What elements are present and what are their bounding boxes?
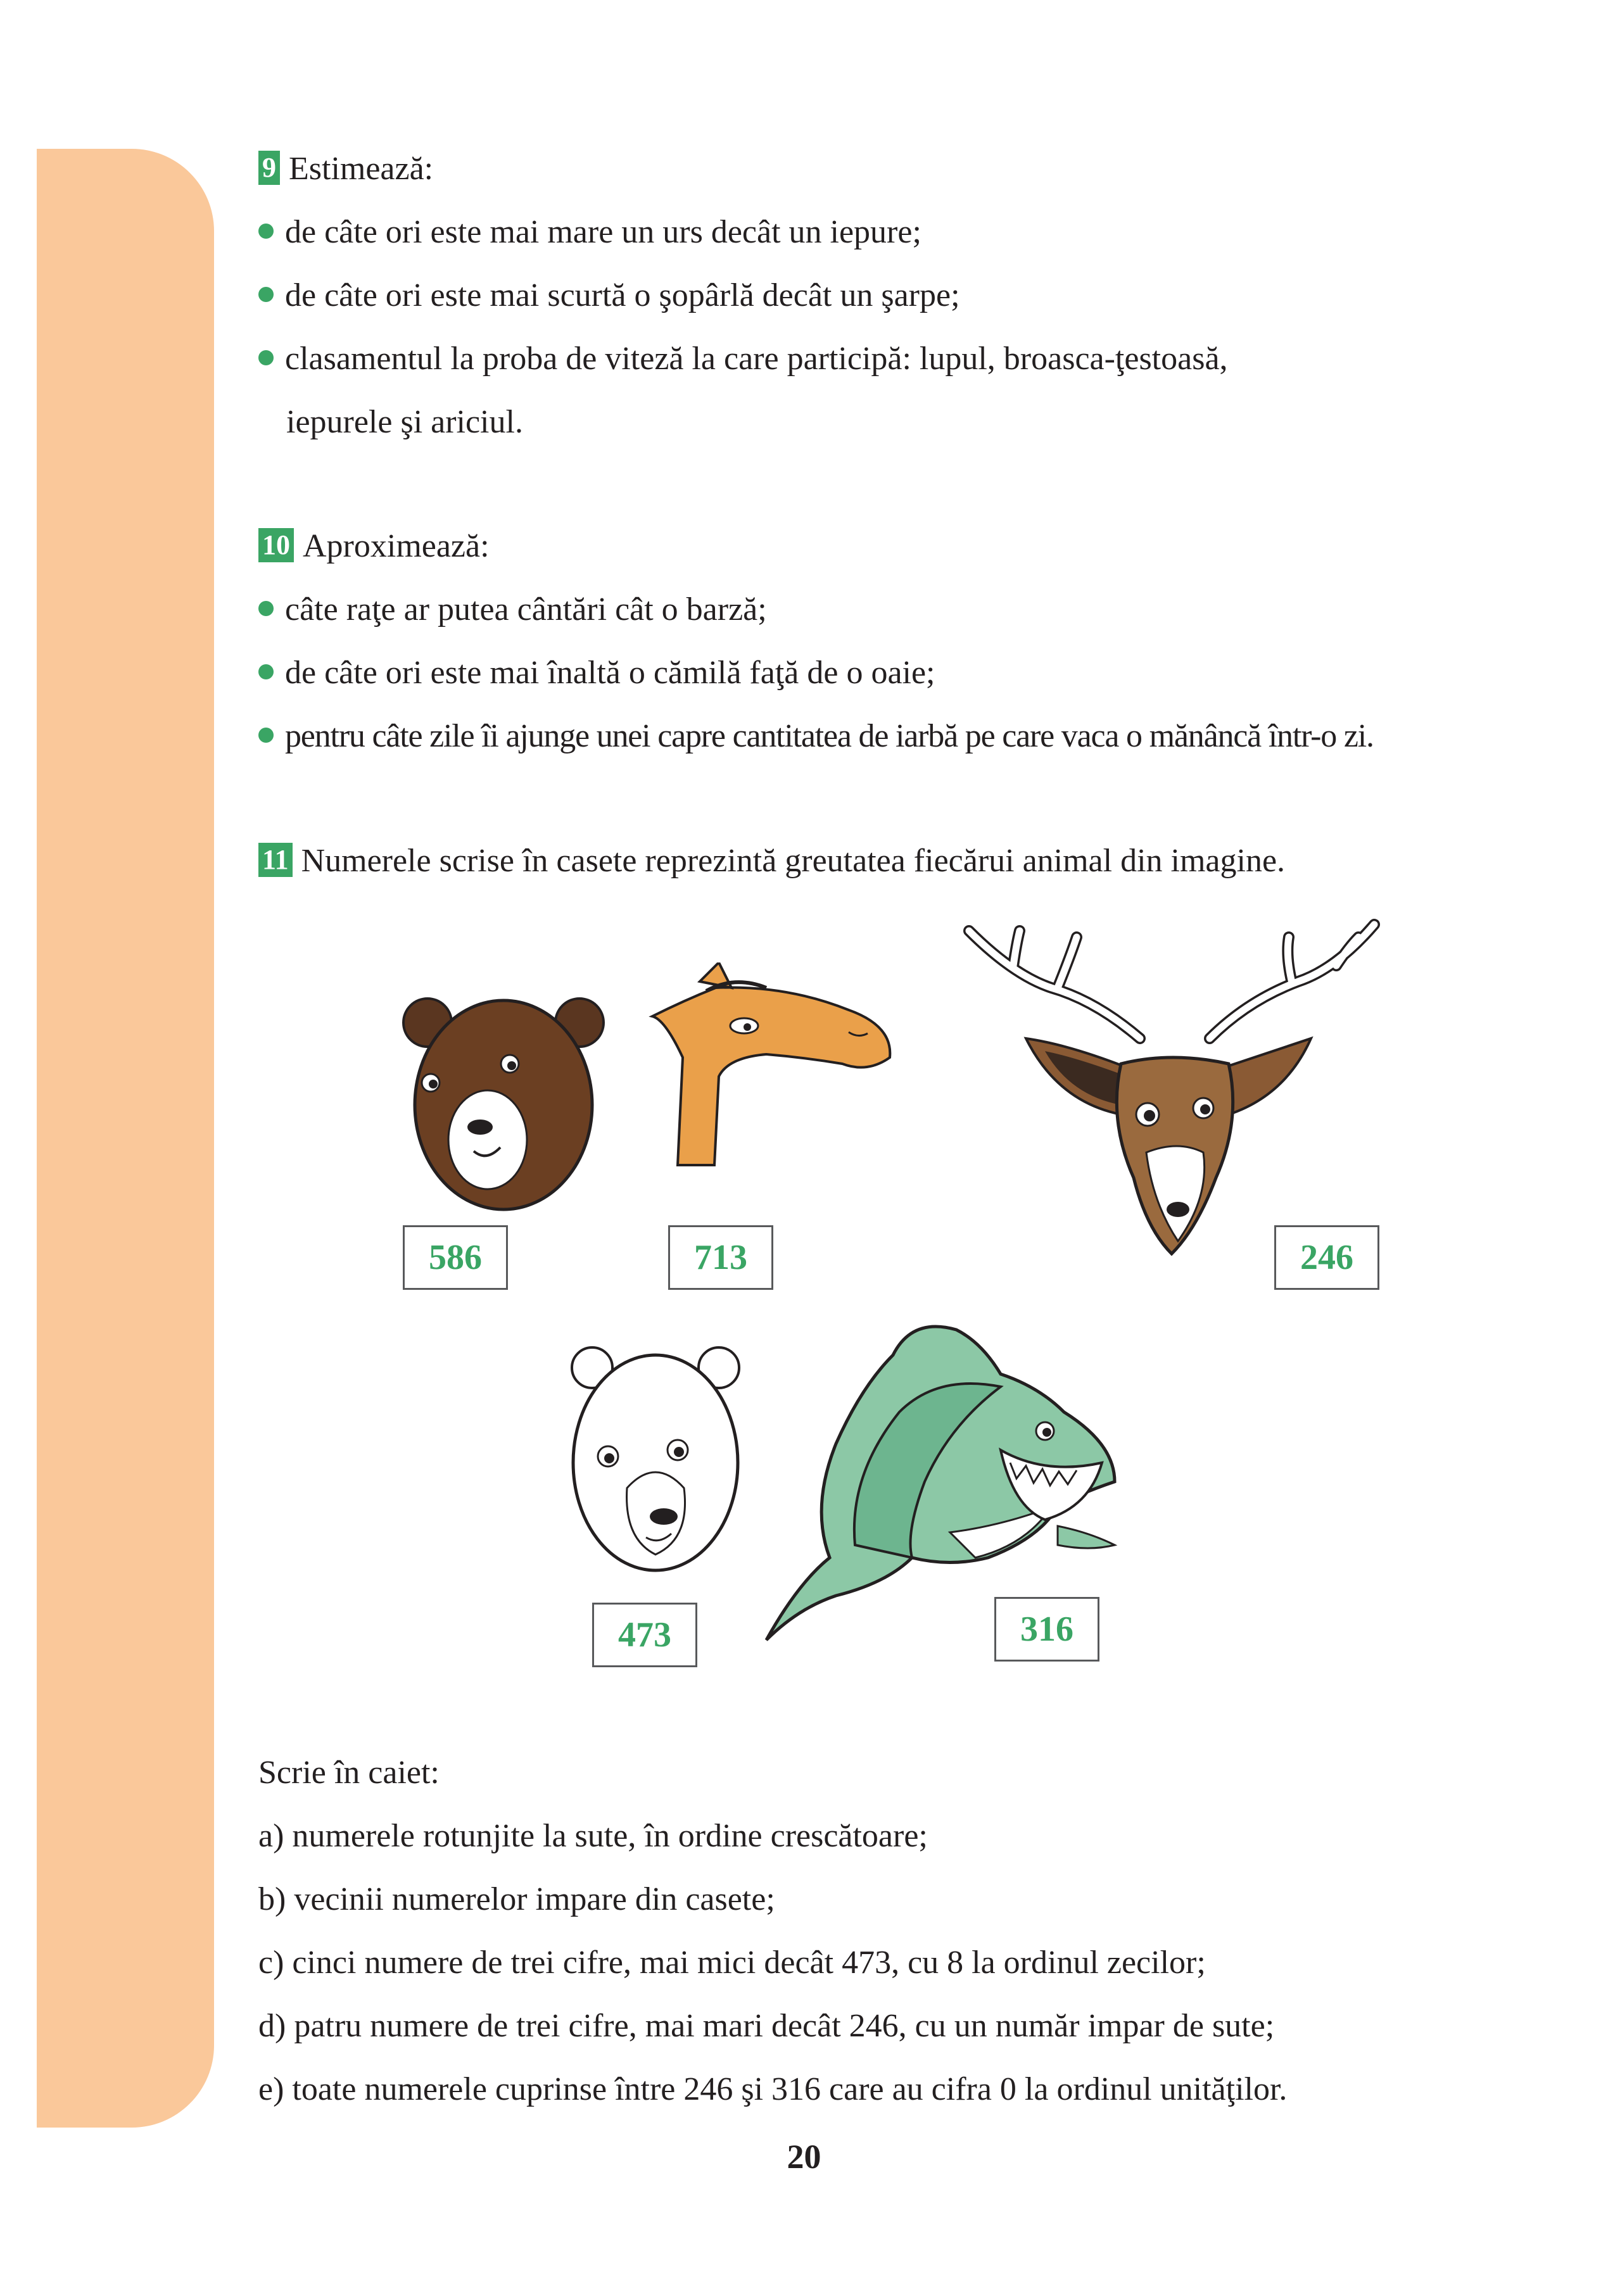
exercise-10-bullet: de câte ori este mai înaltă o cămilă faţă de o oaie; xyxy=(258,651,935,695)
task-c: c) cinci numere de trei cifre, mai mici decât 473, cu 8 la ordinul zecilor; xyxy=(258,1945,1206,1981)
side-decoration-band xyxy=(37,149,214,2128)
task-e: e) toate numerele cuprinse între 246 şi 316 care au cifra 0 la ordinul unităţilor. xyxy=(258,2071,1288,2107)
exercise-9-continuation: iepurele şi ariciul. xyxy=(286,404,523,440)
exercise-10-bullet: pentru câte zile îi ajunge unei capre cantitatea de iarbă pe care vaca o mănâncă într-o zi. xyxy=(258,714,1374,759)
bullet-icon xyxy=(258,287,274,302)
bullet-icon xyxy=(258,601,274,616)
task-a: a) numerele rotunjite la sute, în ordine crescătoare; xyxy=(258,1818,928,1854)
exercise-9-bullet: de câte ori este mai mare un urs decât un iepure; xyxy=(258,210,921,255)
exercise-9-bullet: clasamentul la proba de viteză la care participă: lupul, broasca-ţestoasă, xyxy=(258,337,1228,381)
exercise-9-bullet: de câte ori este mai scurtă o şopârlă decât un şarpe; xyxy=(258,274,960,318)
brown-bear-head xyxy=(399,988,608,1216)
exercise-10-badge: 10 xyxy=(258,528,294,562)
task-d: d) patru numere de trei cifre, mai mari decât 246, cu un număr impar de sute; xyxy=(258,2008,1275,2044)
weight-box-brown-bear: 586 xyxy=(403,1225,508,1290)
bullet-icon xyxy=(258,224,274,239)
exercise-9-title: Estimează: xyxy=(289,151,434,187)
task-b: b) vecinii numerelor impare din casete; xyxy=(258,1881,775,1917)
weight-box-polar-bear: 473 xyxy=(592,1603,697,1667)
exercise-11-heading xyxy=(258,839,1285,883)
camel-head xyxy=(640,962,906,1178)
exercise-10-bullet: câte raţe ar putea cântări cât o barză; xyxy=(258,588,767,632)
exercise-10-heading xyxy=(258,524,490,569)
exercise-11-title: Numerele scrise în casete reprezintă greutatea fiecărui animal din imagine. xyxy=(301,843,1286,879)
write-intro: Scrie în caiet: xyxy=(258,1755,440,1791)
bullet-icon xyxy=(258,664,274,679)
weight-box-shark: 316 xyxy=(994,1597,1099,1662)
exercise-11-badge: 11 xyxy=(258,843,293,877)
exercise-9-heading xyxy=(258,147,433,191)
bullet-icon xyxy=(258,728,274,743)
weight-box-camel: 713 xyxy=(668,1225,773,1290)
exercise-9-badge: 9 xyxy=(258,151,280,185)
bullet-icon xyxy=(258,350,274,365)
polar-bear-head xyxy=(564,1336,747,1577)
deer-head xyxy=(944,912,1400,1266)
weight-box-deer: 246 xyxy=(1274,1225,1379,1290)
page-number: 20 xyxy=(787,2138,821,2176)
exercise-10-title: Aproximează: xyxy=(303,528,490,564)
